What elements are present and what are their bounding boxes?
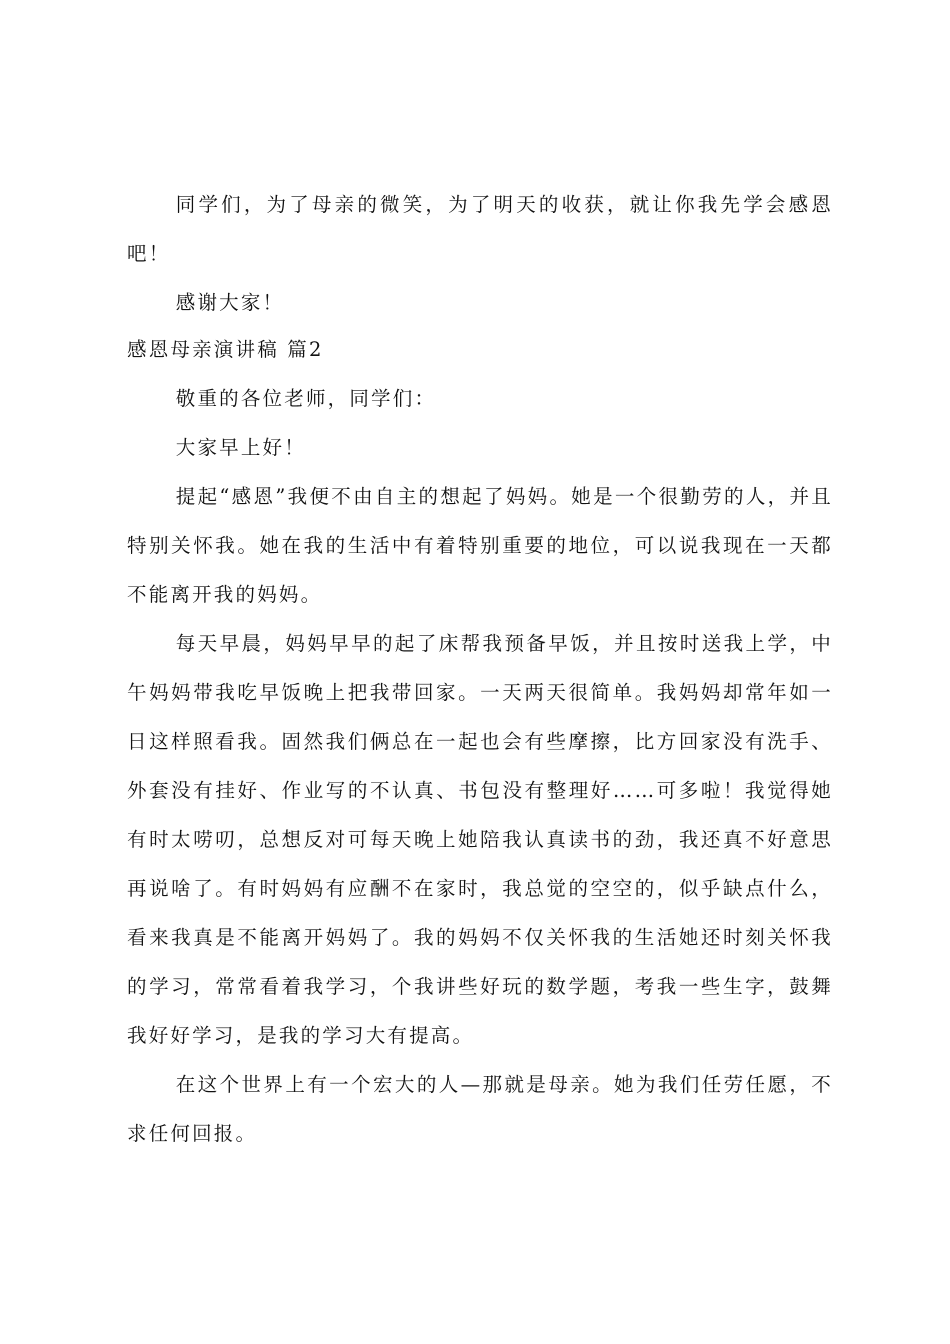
paragraph-closing-appeal: 同学们，为了母亲的微笑，为了明天的收获，就让你我先学会感恩吧！ (127, 193, 833, 265)
paragraph-daily-care: 每天早晨，妈妈早早的起了床帮我预备早饭，并且按时送我上学，中午妈妈带我吃早饭晚上把我带回家。一天两天很简单。我妈妈却常年如一日这样照看我。固然我们俩总在一起也会有些摩擦，比方回家没有洗手、外套没有挂好、作业写的不认真、书包没有整理好……可多啦！我觉得她有时太唠叨，总想反对可每天晚上她陪我认真读书的劲，我还真不好意思再说啥了。有时妈妈有应酬不在家时，我总觉的空空的，似乎缺点什么，看来我真是不能离开妈妈了。我的妈妈不仅关怀我的生活她还时刻关怀我的学习，常常看着我学习，个我讲些好玩的数学题，考我一些生字，鼓舞我好好学习，是我的学习大有提高。 (127, 632, 833, 1047)
paragraph-greeting: 大家早上好！ (175, 436, 306, 459)
paragraph-salutation: 敬重的各位老师，同学们： (175, 387, 437, 410)
section-heading: 感恩母亲演讲稿 篇2 (127, 338, 324, 361)
paragraph-thanks: 感谢大家！ (175, 291, 285, 314)
paragraph-gratitude-intro: 提起“感恩”我便不由自主的想起了妈妈。她是一个很勤劳的人，并且特别关怀我。她在我的生活中有着特别重要的地位，可以说我现在一天都不能离开我的妈妈。 (127, 485, 833, 606)
document-body (127, 180, 833, 1158)
paragraph-great-mother: 在这个世界上有一个宏大的人—那就是母亲。她为我们任劳任愿，不求任何回报。 (127, 1073, 833, 1145)
